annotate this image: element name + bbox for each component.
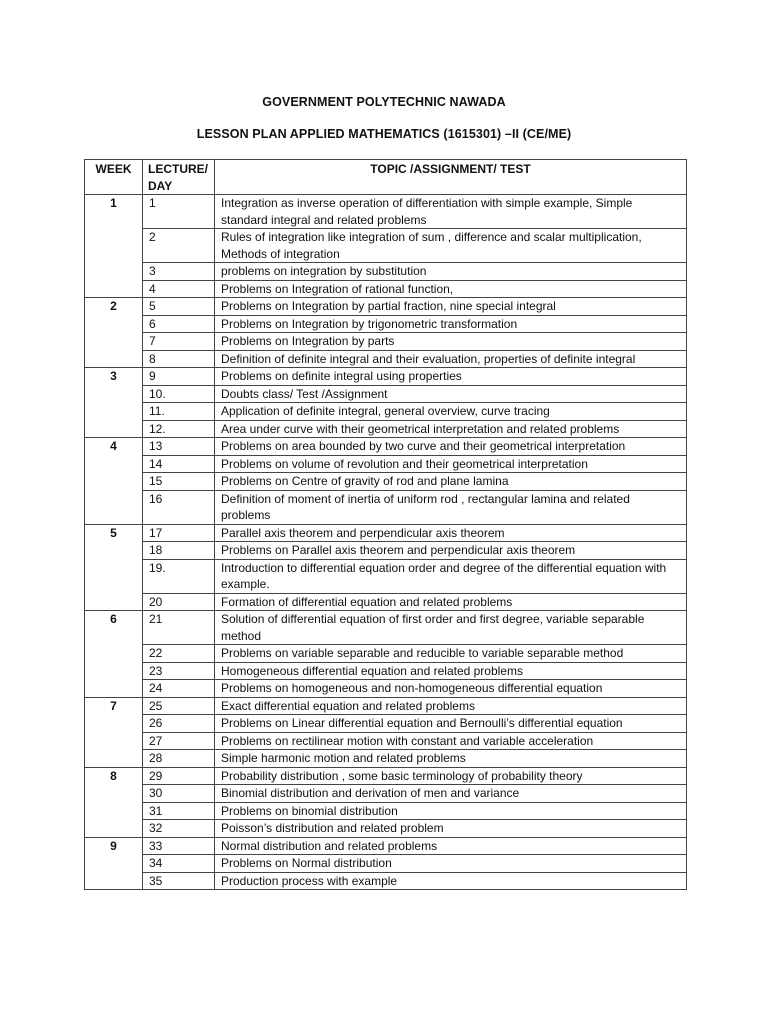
- table-row: [85, 385, 687, 403]
- topic-cell: Application of definite integral, general overview, curve tracing: [215, 403, 687, 421]
- lecture-cell: 4: [143, 280, 215, 298]
- week-cell: 6: [85, 611, 143, 698]
- topic-cell: problems on integration by substitution: [215, 263, 687, 281]
- lecture-cell: 25: [143, 697, 215, 715]
- table-row: [85, 559, 687, 593]
- topic-cell: Problems on Integration by trigonometric transformation: [215, 315, 687, 333]
- lecture-cell: 27: [143, 732, 215, 750]
- lecture-cell: 22: [143, 645, 215, 663]
- table-row: [85, 697, 687, 715]
- week-cell: 5: [85, 524, 143, 611]
- week-cell: 3: [85, 368, 143, 438]
- table-row: [85, 820, 687, 838]
- table-row: [85, 872, 687, 890]
- lecture-cell: 17: [143, 524, 215, 542]
- topic-cell: Problems on Integration by parts: [215, 333, 687, 351]
- table-row: [85, 455, 687, 473]
- lecture-cell: 26: [143, 715, 215, 733]
- topic-cell: Problems on Integration by partial fraction, nine special integral: [215, 298, 687, 316]
- institution-title: GOVERNMENT POLYTECHNIC NAWADA: [262, 95, 506, 109]
- lecture-cell: 6: [143, 315, 215, 333]
- table-row: [85, 403, 687, 421]
- table-header-row: [85, 160, 687, 195]
- lecture-cell: 28: [143, 750, 215, 768]
- topic-cell: Simple harmonic motion and related problems: [215, 750, 687, 768]
- table-row: [85, 645, 687, 663]
- lecture-cell: 20: [143, 593, 215, 611]
- column-header-lecture: LECTURE/ DAY: [143, 160, 215, 195]
- table-row: [85, 593, 687, 611]
- lecture-cell: 1: [143, 195, 215, 229]
- lecture-cell: 33: [143, 837, 215, 855]
- week-cell: 8: [85, 767, 143, 837]
- topic-cell: Area under curve with their geometrical interpretation and related problems: [215, 420, 687, 438]
- lecture-cell: 35: [143, 872, 215, 890]
- table-row: [85, 785, 687, 803]
- topic-cell: Problems on area bounded by two curve and their geometrical interpretation: [215, 438, 687, 456]
- table-row: [85, 750, 687, 768]
- table-row: [85, 298, 687, 316]
- week-cell: 7: [85, 697, 143, 767]
- topic-cell: Introduction to differential equation order and degree of the differential equation with example.: [215, 559, 687, 593]
- week-cell: 9: [85, 837, 143, 890]
- lecture-cell: 10.: [143, 385, 215, 403]
- week-cell: 4: [85, 438, 143, 525]
- table-row: [85, 662, 687, 680]
- topic-cell: Problems on rectilinear motion with constant and variable acceleration: [215, 732, 687, 750]
- topic-cell: Integration as inverse operation of differentiation with simple example, Simple standard integral and related problems: [215, 195, 687, 229]
- table-row: [85, 732, 687, 750]
- topic-cell: Problems on Parallel axis theorem and perpendicular axis theorem: [215, 542, 687, 560]
- column-header-topic: TOPIC /ASSIGNMENT/ TEST: [215, 160, 687, 195]
- lecture-cell: 5: [143, 298, 215, 316]
- lecture-cell: 3: [143, 263, 215, 281]
- topic-cell: Rules of integration like integration of sum , difference and scalar multiplication, Methods of integration: [215, 229, 687, 263]
- lecture-cell: 7: [143, 333, 215, 351]
- topic-cell: Doubts class/ Test /Assignment: [215, 385, 687, 403]
- table-row: [85, 333, 687, 351]
- table-row: [85, 438, 687, 456]
- lecture-cell: 34: [143, 855, 215, 873]
- week-cell: 1: [85, 195, 143, 298]
- table-row: [85, 263, 687, 281]
- lecture-cell: 9: [143, 368, 215, 386]
- topic-cell: Problems on volume of revolution and their geometrical interpretation: [215, 455, 687, 473]
- lecture-cell: 13: [143, 438, 215, 456]
- topic-cell: Production process with example: [215, 872, 687, 890]
- lecture-cell: 24: [143, 680, 215, 698]
- topic-cell: Problems on binomial distribution: [215, 802, 687, 820]
- table-row: [85, 490, 687, 524]
- topic-cell: Formation of differential equation and related problems: [215, 593, 687, 611]
- lecture-cell: 11.: [143, 403, 215, 421]
- table-body: [85, 195, 687, 890]
- table-row: [85, 611, 687, 645]
- table-row: [85, 542, 687, 560]
- table-row: [85, 837, 687, 855]
- topic-cell: Problems on variable separable and reducible to variable separable method: [215, 645, 687, 663]
- lecture-cell: 2: [143, 229, 215, 263]
- lecture-cell: 21: [143, 611, 215, 645]
- table-row: [85, 420, 687, 438]
- topic-cell: Homogeneous differential equation and related problems: [215, 662, 687, 680]
- table-row: [85, 368, 687, 386]
- table-row: [85, 229, 687, 263]
- table-row: [85, 767, 687, 785]
- topic-cell: Problems on Linear differential equation and Bernoulli’s differential equation: [215, 715, 687, 733]
- lecture-cell: 30: [143, 785, 215, 803]
- topic-cell: Problems on Centre of gravity of rod and plane lamina: [215, 473, 687, 491]
- table-row: [85, 855, 687, 873]
- table-row: [85, 680, 687, 698]
- lecture-cell: 12.: [143, 420, 215, 438]
- topic-cell: Normal distribution and related problems: [215, 837, 687, 855]
- topic-cell: Definition of moment of inertia of uniform rod , rectangular lamina and related problems: [215, 490, 687, 524]
- table-row: [85, 715, 687, 733]
- topic-cell: Exact differential equation and related problems: [215, 697, 687, 715]
- topic-cell: Problems on Integration of rational function,: [215, 280, 687, 298]
- topic-cell: Problems on homogeneous and non-homogeneous differential equation: [215, 680, 687, 698]
- lesson-plan-title: LESSON PLAN APPLIED MATHEMATICS (1615301) –II (CE/ME): [196, 127, 572, 141]
- lesson-plan-table: [84, 159, 687, 890]
- lecture-cell: 14: [143, 455, 215, 473]
- topic-cell: Poisson’s distribution and related problem: [215, 820, 687, 838]
- lecture-cell: 15: [143, 473, 215, 491]
- topic-cell: Problems on definite integral using properties: [215, 368, 687, 386]
- lecture-cell: 8: [143, 350, 215, 368]
- table-row: [85, 315, 687, 333]
- lecture-cell: 19.: [143, 559, 215, 593]
- table-row: [85, 524, 687, 542]
- column-header-week: WEEK: [85, 160, 143, 195]
- table-row: [85, 280, 687, 298]
- table-row: [85, 802, 687, 820]
- topic-cell: Definition of definite integral and their evaluation, properties of definite integral: [215, 350, 687, 368]
- topic-cell: Binomial distribution and derivation of men and variance: [215, 785, 687, 803]
- lecture-cell: 32: [143, 820, 215, 838]
- table-row: [85, 195, 687, 229]
- week-cell: 2: [85, 298, 143, 368]
- lecture-cell: 18: [143, 542, 215, 560]
- topic-cell: Probability distribution , some basic terminology of probability theory: [215, 767, 687, 785]
- topic-cell: Solution of differential equation of first order and first degree, variable separable method: [215, 611, 687, 645]
- table-row: [85, 350, 687, 368]
- table-row: [85, 473, 687, 491]
- topic-cell: Parallel axis theorem and perpendicular axis theorem: [215, 524, 687, 542]
- lecture-cell: 29: [143, 767, 215, 785]
- topic-cell: Problems on Normal distribution: [215, 855, 687, 873]
- lecture-cell: 16: [143, 490, 215, 524]
- lecture-cell: 23: [143, 662, 215, 680]
- lecture-cell: 31: [143, 802, 215, 820]
